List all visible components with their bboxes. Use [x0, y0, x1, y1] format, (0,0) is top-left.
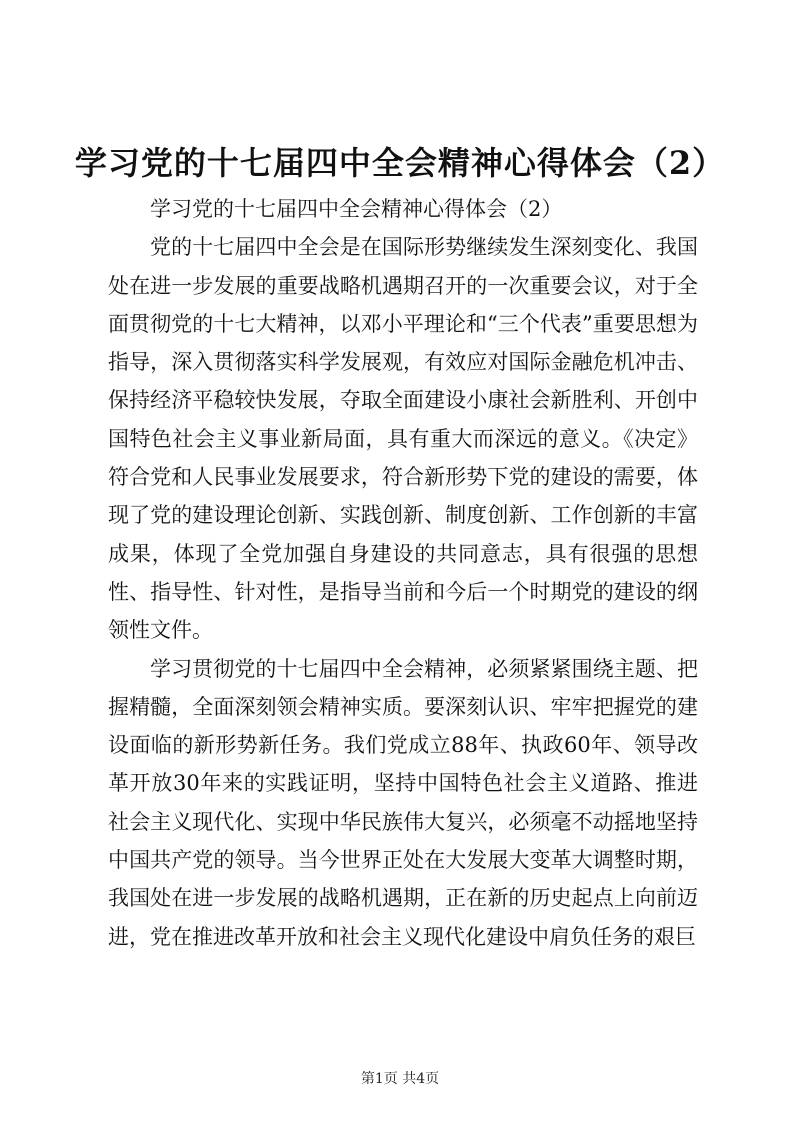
page-number-footer: 第1页 共4页	[360, 1071, 440, 1087]
paragraph: 学习贯彻党的十七届四中全会精神，必须紧紧围绕主题、把握精髓，全面深刻领会精神实质。要深刻认识、牢牢把握党的建设面临的新形势新任务。我们党成立88年、执政60年、领导改革开放30年来的实践证明，坚持中国特色社会主义道路、推进社会主义现代化、实现中华民族伟大复兴，必须毫不动摇地坚持中国共产党的领导。当今世界正处在大发展大变革大调整时期，我国处在进一步发展的战略机遇期，正在新的历史起点上向前迈进，党在推进改革开放和社会主义现代化建设中肩负任务的艰巨	[108, 656, 698, 949]
paragraph: 党的十七届四中全会是在国际形势继续发生深刻变化、我国处在进一步发展的重要战略机遇期召开的一次重要会议，对于全面贯彻党的十七大精神，以邓小平理论和“三个代表”重要思想为指导，深入贯彻落实科学发展观，有效应对国际金融危机冲击、保持经济平稳较快发展，夺取全面建设小康社会新胜利、开创中国特色社会主义事业新局面，具有重大而深远的意义。《决定》符合党和人民事业发展要求，符合新形势下党的建设的需要，体现了党的建设理论创新、实践创新、制度创新、工作创新的丰富成果，体现了全党加强自身建设的共同意志，具有很强的思想性、指导性、针对性，是指导当前和今后一个时期党的建设的纲领性文件。	[108, 235, 698, 643]
document-title: 学习党的十七届四中全会精神心得体会（2）	[74, 144, 726, 182]
document-body	[108, 190, 698, 956]
paragraph-subtitle: 学习党的十七届四中全会精神心得体会（2）	[150, 197, 563, 221]
